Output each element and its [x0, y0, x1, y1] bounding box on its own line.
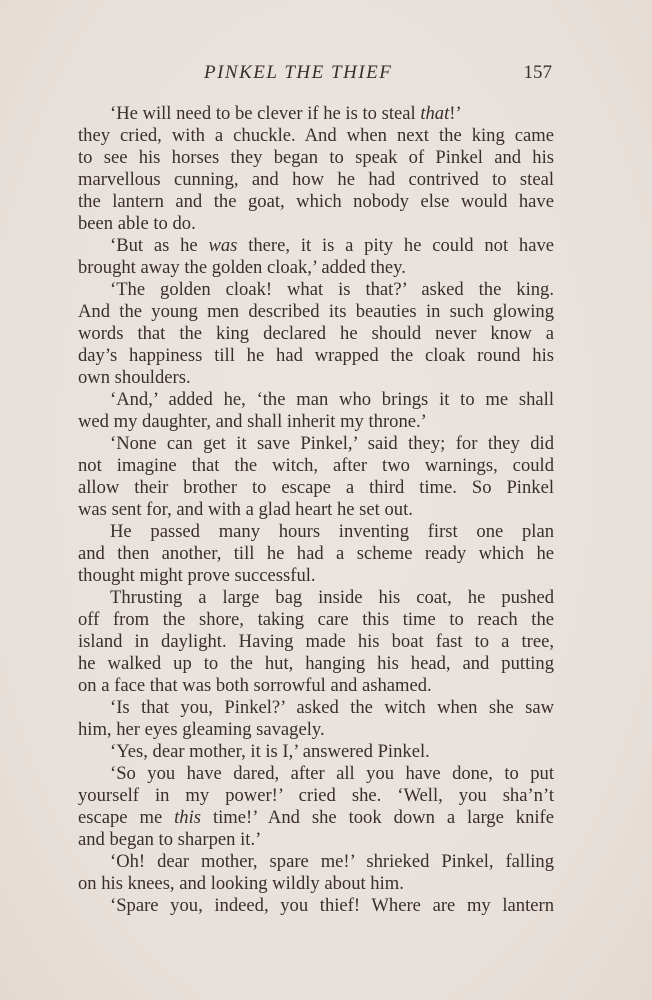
text-line: him, her eyes gleaming savagely. [78, 719, 325, 740]
text-line: the lantern and the goat, which nobody else would have [78, 191, 554, 212]
text-line: island in daylight. Having made his boat fast to a tree, [78, 631, 554, 652]
text-segment: escape me [78, 807, 175, 828]
text-line: wed my daughter, and shall inherit my throne.’ [78, 411, 427, 432]
text-line [78, 807, 554, 829]
italic-emphasis: this [174, 807, 202, 828]
text-line: ‘The golden cloak! what is that?’ asked the king. [110, 279, 554, 300]
text-line: And the young men described its beauties in such glowing [78, 301, 554, 322]
text-line: and then another, till he had a scheme ready which he [78, 543, 554, 564]
text-line: ‘Oh! dear mother, spare me!’ shrieked Pinkel, falling [110, 851, 554, 872]
text-line: ‘Spare you, indeed, you thief! Where are my lantern [110, 895, 554, 916]
text-line: day’s happiness till he had wrapped the cloak round his [78, 345, 554, 366]
text-line [78, 103, 554, 125]
text-segment: !’ [449, 103, 462, 124]
text-line: off from the shore, taking care this time to reach the [78, 609, 554, 630]
page-number: 157 [523, 62, 552, 83]
text-line: Thrusting a large bag inside his coat, he pushed [110, 587, 554, 608]
text-line: not imagine that the witch, after two warnings, could [78, 455, 554, 476]
text-line: on a face that was both sorrowful and ashamed. [78, 675, 432, 696]
text-line: He passed many hours inventing first one plan [110, 521, 554, 542]
text-line: words that the king declared he should never know a [78, 323, 554, 344]
text-segment: time!’ And she took down a large knife [201, 807, 554, 828]
text-segment: ‘But as he [110, 235, 209, 256]
text-line: own shoulders. [78, 367, 191, 388]
text-line: ‘Is that you, Pinkel?’ asked the witch when she saw [110, 697, 554, 718]
running-title: PINKEL THE THIEF [204, 62, 393, 83]
text-line: on his knees, and looking wildly about him. [78, 873, 404, 894]
text-segment: ‘He will need to be clever if he is to steal [110, 103, 421, 124]
text-line: marvellous cunning, and how he had contrived to steal [78, 169, 554, 190]
text-line: was sent for, and with a glad heart he set out. [78, 499, 413, 520]
text-line: to see his horses they began to speak of Pinkel and his [78, 147, 554, 168]
text-line: ‘None can get it save Pinkel,’ said they; for they did [110, 433, 554, 454]
text-line: ‘And,’ added he, ‘the man who brings it to me shall [110, 389, 554, 410]
text-segment: there, it is a pity he could not have [237, 235, 554, 256]
text-line: ‘So you have dared, after all you have done, to put [110, 763, 554, 784]
text-line: they cried, with a chuckle. And when next the king came [78, 125, 554, 146]
text-line [78, 235, 554, 257]
text-line: brought away the golden cloak,’ added they. [78, 257, 406, 278]
text-line: thought might prove successful. [78, 565, 316, 586]
text-line: he walked up to the hut, hanging his head, and putting [78, 653, 554, 674]
italic-emphasis: that [420, 103, 450, 124]
italic-emphasis: was [208, 235, 238, 256]
text-line: been able to do. [78, 213, 196, 234]
text-line: yourself in my power!’ cried she. ‘Well, you sha’n’t [78, 785, 554, 806]
text-line: ‘Yes, dear mother, it is I,’ answered Pinkel. [110, 741, 430, 762]
body-text [78, 103, 554, 917]
text-line: allow their brother to escape a third time. So Pinkel [78, 477, 554, 498]
text-line: and began to sharpen it.’ [78, 829, 262, 850]
running-head [78, 62, 552, 90]
